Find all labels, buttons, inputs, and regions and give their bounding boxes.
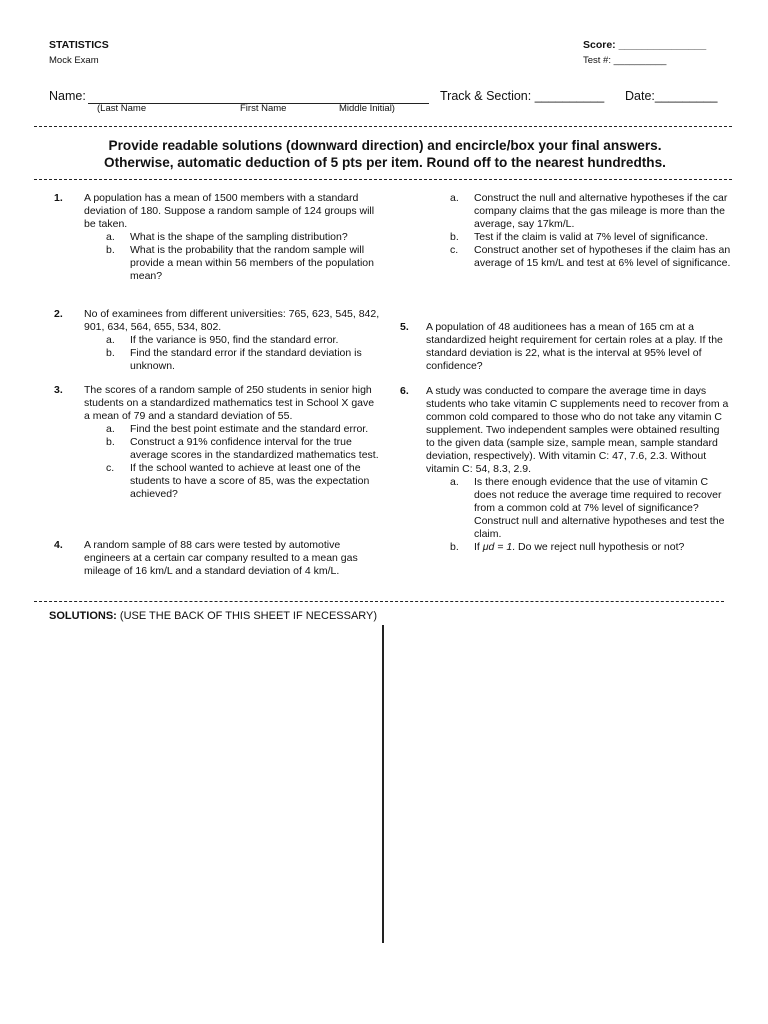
track-section-field: Track & Section: __________ bbox=[440, 89, 605, 103]
question-number: 1. bbox=[54, 192, 63, 204]
question-text: The scores of a random sample of 250 students in senior high students on a standardized mathematics test in School X gave a mean of 79 and a standard deviation of 55. bbox=[84, 384, 375, 422]
sub-question-a: Find the best point estimate and the standard error. bbox=[130, 423, 369, 435]
instructions bbox=[40, 137, 730, 171]
sub-label: b. bbox=[106, 436, 115, 448]
sub-question-b: Construct a 91% confidence interval for the true average scores in the standardized mathematics test. bbox=[130, 436, 379, 461]
question-number: 2. bbox=[54, 308, 63, 320]
sub-question-a: If the variance is 950, find the standard error. bbox=[130, 334, 339, 346]
sub-label: a. bbox=[106, 423, 115, 435]
solutions-label: SOLUTIONS: bbox=[49, 610, 117, 622]
math-expression: μd = 1 bbox=[482, 541, 513, 553]
sub-question-b: Find the standard error if the standard deviation is unknown. bbox=[130, 347, 362, 372]
sub-label: c. bbox=[106, 462, 115, 474]
question-text: A population of 48 auditionees has a mean of 165 cm at a standardized height requirement for certain roles at a play. If the standard deviation is 22, what is the interval at 95% level of confidence? bbox=[426, 321, 723, 372]
question-number: 3. bbox=[54, 384, 63, 396]
sub-question-c: If the school wanted to achieve at least one of the students to have a score of 85, was the expectation achieved? bbox=[130, 462, 370, 500]
instructions-line-1: Provide readable solutions (downward direction) and encircle/box your final answers. bbox=[108, 138, 662, 153]
last-name-caption: (Last Name bbox=[97, 103, 147, 114]
question-2 bbox=[54, 308, 384, 373]
middle-initial-caption: Middle Initial) bbox=[339, 103, 395, 114]
question-number: 6. bbox=[400, 385, 409, 397]
sub-question-b: Test if the claim is valid at 7% level of significance. bbox=[474, 231, 709, 243]
sub-label: a. bbox=[106, 334, 115, 346]
question-number: 4. bbox=[54, 539, 63, 551]
question-1 bbox=[54, 192, 384, 283]
sub-question-a: Construct the null and alternative hypotheses if the car company claims that the gas mileage is more than the average, say 17km/L. bbox=[474, 192, 728, 230]
sub-question-b: What is the probability that the random sample will provide a mean within 56 members of the population mean? bbox=[130, 244, 374, 282]
question-5 bbox=[400, 321, 730, 373]
divider-solutions bbox=[34, 601, 724, 602]
divider-top bbox=[34, 126, 732, 127]
question-text: A population has a mean of 1500 members with a standard deviation of 180. Suppose a random sample of 124 groups will be taken. bbox=[84, 192, 375, 230]
subject-title: STATISTICS bbox=[49, 39, 109, 51]
sub-question-c: Construct another set of hypotheses if the claim has an average of 15 km/L and test at 6% level of significance. bbox=[474, 244, 731, 269]
solutions-divider-line bbox=[382, 625, 384, 943]
sub-label: a. bbox=[450, 192, 459, 204]
first-name-caption: First Name bbox=[240, 103, 287, 114]
sub-label: a. bbox=[450, 476, 459, 488]
name-label: Name: bbox=[49, 89, 86, 103]
instructions-line-2: Otherwise, automatic deduction of 5 pts per item. Round off to the nearest hundredths. bbox=[104, 155, 666, 170]
sub-question-b-pre: If bbox=[474, 541, 483, 553]
sub-label: b. bbox=[450, 231, 459, 243]
exam-type: Mock Exam bbox=[49, 55, 99, 66]
question-6 bbox=[400, 385, 730, 554]
solutions-header bbox=[49, 610, 377, 622]
sub-question-a: Is there enough evidence that the use of vitamin C does not reduce the average time required to recover from a common cold at 7% level of significance? Construct null and alternative hypotheses and test the claim. bbox=[474, 476, 725, 540]
divider-instructions bbox=[34, 179, 732, 180]
question-4 bbox=[54, 539, 379, 578]
sub-label: c. bbox=[450, 244, 459, 256]
solutions-note: (USE THE BACK OF THIS SHEET IF NECESSARY) bbox=[116, 610, 378, 622]
question-number: 5. bbox=[400, 321, 409, 333]
sub-label: b. bbox=[106, 244, 115, 256]
question-3 bbox=[54, 384, 379, 501]
sub-question-b-post: . Do we reject null hypothesis or not? bbox=[512, 541, 685, 553]
sub-label: b. bbox=[106, 347, 115, 359]
sub-label: a. bbox=[106, 231, 115, 243]
score-field: Score: _______________ bbox=[583, 39, 707, 51]
date-field: Date:_________ bbox=[625, 89, 718, 103]
test-number-field: Test #: __________ bbox=[583, 55, 667, 66]
sub-label: b. bbox=[450, 541, 459, 553]
question-text: A study was conducted to compare the average time in days students who take vitamin C supplements need to recover from a common cold compared to those who do not take any vitamin C supplement. Two independent samples were obtained resulting to the given data (sample size, sample mean, sample standard deviation, respectively). With vitamin C: 47, 7.6, 2.3. Without vitamin C: 54, 8.3, 2.9. bbox=[426, 385, 729, 475]
question-text: No of examinees from different universities: 765, 623, 545, 842, 901, 634, 564, 655, 534, 802. bbox=[84, 308, 380, 333]
sub-question-a: What is the shape of the sampling distribution? bbox=[130, 231, 348, 243]
question-text: A random sample of 88 cars were tested by automotive engineers at a certain car company resulted to a mean gas mileage of 16 km/L and a standard deviation of 4 km/L. bbox=[84, 539, 358, 577]
question-4-parts bbox=[424, 192, 732, 270]
